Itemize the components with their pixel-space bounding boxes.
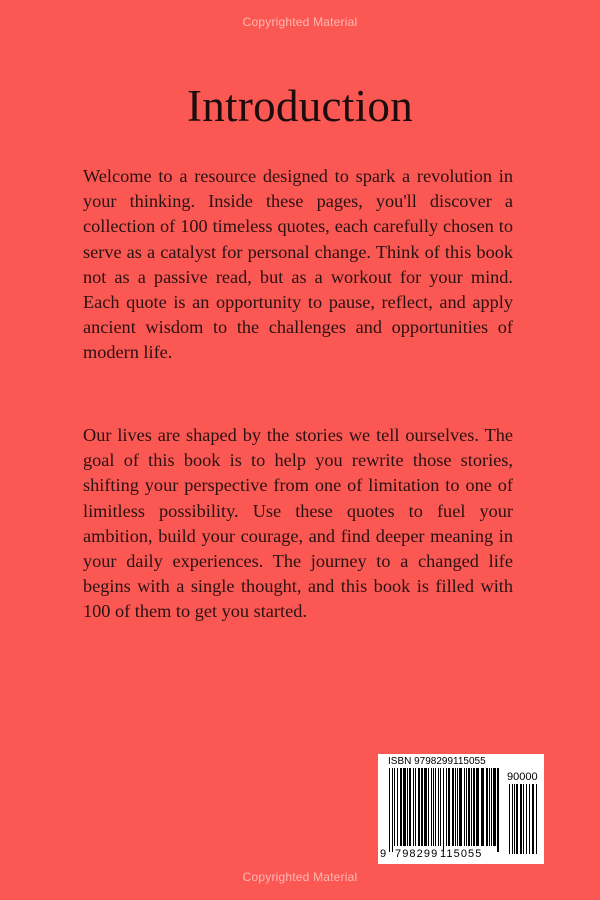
barcode-bar [431, 768, 432, 846]
intro-paragraph-2: Our lives are shaped by the stories we tell ourselves. The goal of this book is to help you rewrite those stories, shifting your perspective from one of limitation to one of limitless possibility. Use these quotes to fuel your ambition, build your courage, and find deeper meaning in your daily experiences. The journey to a changed life begins with a single thought, and this book is filled with 100 of them to get you started. [83, 425, 513, 622]
barcode-bar [476, 768, 479, 846]
watermark-bottom: Copyrighted Material [242, 870, 358, 884]
barcode-bar [509, 784, 510, 854]
barcode-bar [514, 784, 515, 854]
barcode-bar [409, 768, 411, 846]
barcode-bar [452, 768, 454, 846]
barcode-digits-right: 115055 [440, 848, 483, 860]
barcode-bar [394, 768, 395, 846]
barcode-bar [438, 768, 439, 846]
barcode-bar [489, 768, 490, 846]
barcode-bar [526, 784, 527, 854]
barcode-bar [433, 768, 434, 846]
barcode-bar [473, 768, 475, 846]
barcode-bar [448, 768, 450, 846]
barcode-bar [400, 768, 402, 846]
barcode-bar [471, 768, 472, 846]
barcode-bar [440, 768, 441, 846]
barcode-bar [520, 784, 522, 854]
intro-paragraph-1: Welcome to a resource designed to spark a revolution in your thinking. Inside these pages, you'll discover a collection of 100 timeless quotes, each carefully chosen to serve as a catalyst for personal change. Think of this book not as a passive read, but as a workout for your mind. Each quote is an opportunity to pause, reflect, and apply ancient wisdom to the challenges and opportunities of modern life. [83, 166, 513, 363]
barcode-bar [468, 768, 470, 846]
barcode-bar [523, 784, 524, 854]
barcode-bar [493, 768, 496, 846]
barcode-bar [529, 784, 530, 854]
barcode-bar [512, 784, 513, 854]
barcode-bar [491, 768, 492, 846]
barcode-bar [497, 768, 499, 852]
barcode-bar [464, 768, 465, 846]
barcode-bar [459, 768, 462, 846]
barcode-bar [397, 768, 398, 846]
barcode-bar [403, 768, 406, 846]
barcode-bar [389, 768, 390, 852]
page-title: Introduction [186, 81, 414, 131]
barcode-bar [455, 768, 456, 846]
watermark-top: Copyrighted Material [242, 15, 358, 29]
barcode-bar [466, 768, 467, 846]
price-code: 90000 [507, 771, 538, 783]
barcode-bar [428, 768, 429, 846]
barcode-bar [516, 784, 518, 854]
barcode-bar [413, 768, 414, 846]
barcode-bar [536, 784, 537, 854]
barcode-bar [415, 768, 416, 846]
barcode-bar [424, 768, 427, 846]
barcode-bar [407, 768, 408, 846]
isbn-label: ISBN 9798299115055 [388, 756, 486, 767]
barcode-bar [446, 768, 447, 846]
barcode-bar [532, 784, 534, 854]
barcode-bar [486, 768, 488, 846]
barcode-bar [481, 768, 484, 846]
barcode-digits-left: 798299 [395, 848, 439, 860]
barcode-bar [435, 768, 436, 846]
barcode-block [378, 754, 544, 864]
barcode-bar [457, 768, 458, 846]
barcode-bar [421, 768, 423, 846]
barcode-digit-first: 9 [380, 848, 387, 860]
barcode-bar [392, 768, 393, 852]
barcode-bar [443, 768, 444, 852]
barcode-bar [418, 768, 420, 846]
